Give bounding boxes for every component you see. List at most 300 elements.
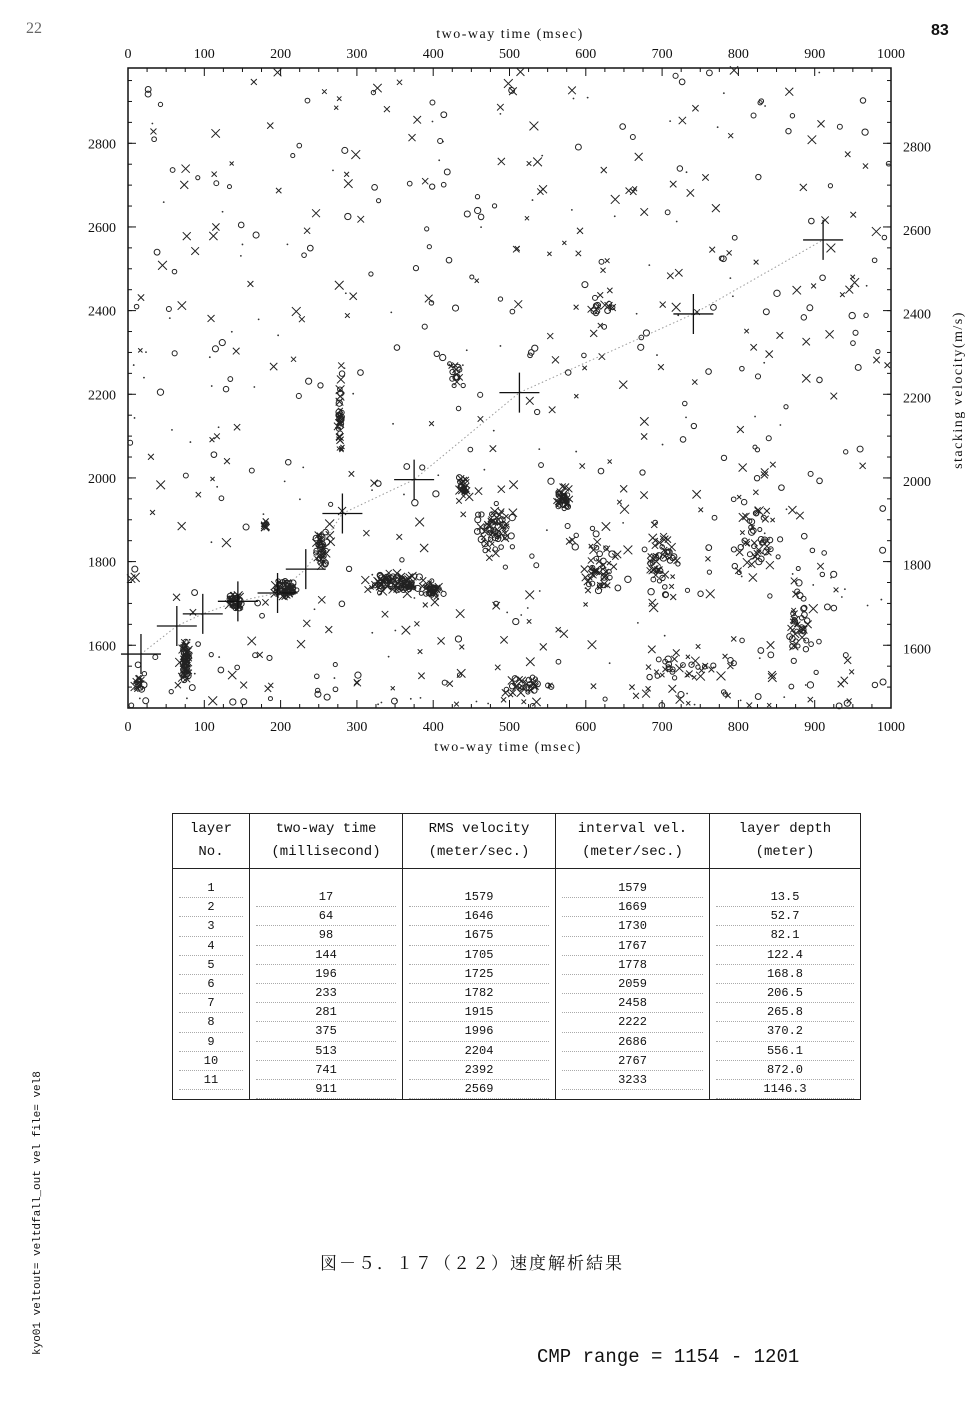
pick-cross (766, 350, 773, 357)
x-tick-label-bottom: 700 (651, 720, 673, 735)
pick-cross (518, 677, 526, 685)
table-cell: 1996 (409, 1022, 549, 1041)
pick-circle (776, 555, 780, 559)
pick-cross (532, 698, 540, 706)
pick-dot (334, 677, 336, 679)
table-cell: 4 (179, 937, 243, 956)
pick-cross (676, 695, 684, 703)
pick-cross (744, 329, 748, 333)
pick-cross (808, 135, 817, 144)
pick-circle (425, 227, 429, 231)
x-tick-label-top: 900 (804, 47, 826, 62)
pick-circle (849, 312, 855, 318)
pick-cross (350, 293, 357, 300)
table-cell: 196 (256, 965, 396, 984)
pick-circle (509, 514, 515, 520)
pick-circle (296, 393, 301, 398)
pick-cross (691, 657, 699, 665)
pick-cross (391, 686, 395, 690)
pick-dot (723, 92, 725, 94)
pick-dot (390, 311, 392, 313)
pick-cross (526, 657, 535, 666)
pick-circle (801, 315, 806, 320)
pick-circle (599, 259, 604, 264)
pick-dot (520, 614, 522, 616)
pick-circle (286, 459, 292, 465)
pick-dot (240, 255, 242, 257)
pick-cross (739, 464, 747, 472)
pick-circle (796, 567, 800, 571)
pick-cross (514, 300, 522, 308)
pick-circle (510, 309, 515, 314)
pick-cross (660, 673, 664, 677)
pick-circle (655, 674, 660, 679)
pick-cross (671, 575, 675, 579)
pick-cross (178, 522, 186, 530)
y-tick-label-left: 2800 (88, 137, 116, 153)
pick-cross (767, 703, 771, 707)
pick-circle (671, 554, 677, 560)
pick-cross (863, 163, 868, 168)
pick-dot (880, 599, 882, 601)
pick-cross (552, 356, 559, 363)
pick-dot (664, 635, 666, 637)
pick-circle (882, 235, 887, 240)
pick-circle (804, 618, 810, 624)
pick-circle (498, 297, 502, 301)
pick-cross (297, 640, 305, 648)
pick-circle (464, 211, 470, 217)
pick-cross (611, 195, 620, 204)
pick-cross (447, 681, 453, 687)
pick-dot (483, 469, 485, 471)
pick-circle (820, 275, 826, 281)
pick-dot (189, 639, 191, 641)
pick-cross (675, 664, 683, 672)
page-number-left: 22 (26, 20, 42, 37)
pick-dot (211, 541, 213, 543)
table-cell: 375 (256, 1022, 396, 1041)
table-cell: 3233 (562, 1071, 703, 1090)
pick-circle (166, 307, 171, 312)
pick-circle (615, 585, 621, 591)
pick-dot (377, 703, 379, 705)
pick-cross (630, 188, 636, 194)
pick-circle (157, 389, 163, 395)
pick-cross (429, 421, 434, 426)
header-layer: layer No. (173, 814, 250, 869)
table-cell: 2204 (409, 1042, 549, 1061)
cmp-range: CMP range = 1154 - 1201 (537, 1346, 800, 1368)
pick-cross (665, 537, 671, 543)
header-depth: layer depth (meter) (710, 814, 861, 869)
pick-cross (750, 344, 756, 350)
pick-cross (526, 397, 534, 405)
pick-cross (150, 128, 156, 134)
pick-circle (809, 642, 814, 647)
x-tick-label-bottom: 400 (422, 720, 444, 735)
pick-circle (333, 663, 337, 667)
pick-cross (276, 188, 281, 193)
velocity-picks (121, 220, 843, 674)
pick-circle (593, 295, 598, 300)
pick-cross (669, 584, 674, 589)
pick-dot (686, 171, 688, 173)
table-cell: 1778 (562, 956, 703, 975)
pick-cross (788, 506, 796, 514)
pick-circle (475, 195, 479, 199)
pick-circle (779, 485, 785, 491)
pick-circle (857, 446, 863, 452)
table-cell: 1579 (409, 888, 549, 907)
pick-circle (831, 605, 837, 611)
pick-dot (539, 590, 541, 592)
table-cell: 1782 (409, 984, 549, 1003)
pick-dot (763, 362, 765, 364)
pick-cross (672, 303, 681, 312)
velocity-pick-marker (121, 634, 161, 674)
pick-dot (741, 576, 743, 578)
pick-circle (683, 401, 688, 406)
background-marks (127, 66, 891, 709)
pick-dot (194, 673, 196, 675)
table-cell: 265.8 (716, 1003, 854, 1022)
table-cell: 82.1 (716, 926, 854, 945)
pick-circle (129, 703, 134, 708)
pick-circle (468, 447, 473, 452)
pick-circle (446, 257, 452, 263)
pick-circle (169, 690, 173, 694)
pick-cross (685, 673, 690, 678)
pick-cross (582, 574, 590, 582)
pick-dot (867, 605, 869, 607)
pick-circle (499, 545, 504, 550)
pick-circle (778, 537, 783, 542)
pick-circle (663, 592, 668, 597)
pick-circle (786, 128, 791, 133)
pick-dot (133, 364, 135, 366)
table-cell: 2686 (562, 1033, 703, 1052)
pick-circle (801, 596, 806, 601)
pick-dot (151, 123, 153, 125)
pick-dot (487, 703, 489, 705)
pick-circle (648, 589, 654, 595)
pick-circle (802, 612, 808, 618)
pick-circle (706, 70, 712, 76)
pick-circle (797, 592, 803, 598)
table-cell: 1730 (562, 917, 703, 936)
pick-cross (402, 626, 411, 635)
pick-cross (850, 212, 856, 218)
pick-circle (706, 369, 712, 375)
pick-cross (670, 181, 676, 187)
pick-cross (478, 416, 484, 422)
pick-cross (354, 680, 359, 685)
pick-cross (594, 538, 601, 545)
pick-dot (587, 97, 589, 99)
pick-cross (574, 305, 579, 310)
pick-circle (530, 554, 534, 558)
pick-cross (692, 105, 698, 111)
pick-cross (522, 699, 527, 704)
pick-circle (183, 473, 188, 478)
pick-dot (218, 656, 220, 658)
pick-circle (864, 313, 868, 317)
pick-circle (342, 147, 348, 153)
pick-cross (590, 330, 597, 337)
table-cell: 911 (256, 1080, 396, 1099)
pick-circle (228, 377, 233, 382)
pick-dot (706, 549, 708, 551)
pick-dot (732, 295, 734, 297)
pick-circle (196, 642, 201, 647)
pick-cross (497, 104, 504, 111)
pick-dot (345, 292, 347, 294)
pick-cross (727, 663, 733, 669)
y-axis-right-label: stacking velocity(m/s) (951, 311, 966, 469)
pick-cross (304, 228, 310, 234)
pick-dot (371, 489, 373, 491)
pick-dot (314, 608, 316, 610)
pick-cross (454, 702, 459, 707)
x-tick-label-top: 0 (124, 47, 132, 62)
pick-circle (594, 545, 599, 550)
velocity-pick-marker (218, 581, 258, 621)
pick-cross (303, 620, 310, 627)
pick-circle (643, 330, 649, 336)
pick-cross (737, 495, 741, 499)
side-file-label: kyo01 veltout= veltdfall_out vel file= vel8 (32, 1071, 44, 1355)
pick-circle (172, 269, 177, 274)
pick-dot (394, 630, 396, 632)
pick-cross (183, 232, 191, 240)
pick-dot (171, 429, 173, 431)
pick-dot (685, 416, 687, 418)
pick-dot (614, 215, 616, 217)
pick-circle (707, 570, 711, 574)
pick-circle (291, 154, 295, 158)
pick-cross (498, 158, 505, 165)
pick-circle (572, 544, 578, 550)
pick-dot (812, 584, 814, 586)
pick-circle (444, 169, 450, 175)
pick-cross (742, 513, 749, 520)
pick-cross (709, 247, 715, 253)
pick-circle (754, 475, 759, 480)
velocity-pick-marker (394, 460, 434, 500)
y-tick-label-left: 2600 (88, 220, 116, 236)
pick-cross (560, 630, 568, 638)
pick-circle (673, 73, 678, 78)
pick-circle (253, 232, 259, 238)
pick-cross (667, 273, 673, 279)
pick-dot (546, 529, 548, 531)
pick-circle (430, 100, 435, 105)
pick-dot (253, 386, 255, 388)
pick-cross (845, 152, 850, 157)
y-tick-label-left: 2400 (88, 304, 116, 320)
pick-cross (576, 251, 581, 256)
pick-circle (494, 501, 498, 505)
pick-dot (371, 574, 373, 576)
pick-dot (764, 532, 766, 534)
pick-circle (154, 249, 160, 255)
pick-cross (845, 286, 853, 294)
pick-circle (452, 305, 458, 311)
pick-cross (640, 417, 648, 425)
pick-cross (849, 669, 854, 674)
pick-cross (312, 209, 320, 217)
pick-cross (811, 284, 816, 289)
pick-cross (749, 573, 757, 581)
table-cell: 98 (256, 926, 396, 945)
pick-circle (249, 468, 254, 473)
x-tick-label-top: 1000 (877, 47, 905, 62)
velocity-pick-marker (157, 606, 197, 646)
pick-circle (219, 496, 224, 501)
column-depth (710, 869, 861, 1100)
pick-cross (337, 376, 345, 384)
pick-cross (834, 587, 839, 592)
pick-dot (500, 345, 502, 347)
pick-dot (759, 657, 761, 659)
pick-cross (196, 492, 201, 497)
pick-circle (630, 135, 635, 140)
pick-cross (696, 644, 701, 649)
table-cell: 1675 (409, 926, 549, 945)
pick-cross (420, 577, 426, 583)
pick-dot (287, 243, 289, 245)
table-cell: 281 (256, 1003, 396, 1022)
header-interval: interval vel. (meter/sec.) (556, 814, 710, 869)
pick-circle (427, 245, 431, 249)
y-tick-label-right: 2400 (903, 307, 931, 323)
pick-circle (209, 653, 213, 657)
y-tick-label-right: 2600 (903, 223, 931, 239)
pick-cross (629, 684, 634, 689)
x-tick-label-top: 500 (499, 47, 520, 62)
pick-circle (440, 354, 446, 360)
pick-circle (860, 98, 865, 103)
pick-cross (764, 508, 770, 514)
pick-cross (175, 682, 181, 688)
pick-circle (740, 638, 745, 643)
pick-dot (186, 697, 188, 699)
pick-circle (801, 533, 807, 539)
pick-circle (820, 572, 824, 576)
table-cell: 13.5 (716, 888, 854, 907)
pick-circle (796, 644, 800, 648)
pick-circle (876, 349, 880, 353)
pick-cross (705, 556, 710, 561)
pick-cross (617, 500, 622, 505)
pick-cross (588, 557, 594, 563)
pick-cross (422, 178, 428, 184)
pick-cross (601, 167, 607, 173)
pick-circle (828, 184, 832, 188)
pick-circle (814, 670, 818, 674)
pick-cross (641, 433, 647, 439)
pick-circle (732, 235, 737, 240)
pick-cross (525, 591, 534, 600)
pick-dot (792, 573, 794, 575)
pick-cross (640, 491, 647, 498)
pick-cross (208, 696, 217, 705)
pick-dot (462, 364, 464, 366)
pick-circle (142, 671, 146, 675)
pick-circle (227, 185, 231, 189)
table-cell: 370.2 (716, 1022, 854, 1041)
pick-circle (755, 448, 759, 452)
pick-cross (623, 545, 632, 554)
pick-circle (345, 213, 351, 219)
pick-dot (669, 120, 671, 122)
pick-dot (841, 596, 843, 598)
pick-cross (173, 594, 180, 601)
x-axis-top-label: two-way time (msec) (436, 27, 584, 42)
table-cell: 5 (179, 956, 243, 975)
x-tick-label-top: 100 (193, 47, 215, 62)
table-cell: 1705 (409, 946, 549, 965)
pick-circle (698, 591, 703, 596)
pick-circle (375, 481, 381, 487)
pick-circle (807, 305, 813, 311)
pick-cross (668, 685, 676, 693)
pick-circle (809, 218, 815, 224)
pick-cross (770, 518, 774, 522)
pick-circle (441, 112, 447, 118)
pick-circle (238, 222, 244, 228)
pick-cross (597, 292, 603, 298)
pick-circle (513, 618, 519, 624)
pick-cross (415, 518, 424, 527)
x-tick-label-top: 200 (270, 47, 292, 62)
pick-dot (388, 656, 390, 658)
pick-cross (158, 261, 167, 270)
pick-circle (685, 588, 689, 592)
figure-caption: 図－５．１７（２２）速度解析結果 (320, 1254, 624, 1274)
pick-circle (192, 590, 198, 596)
pick-cross (501, 697, 506, 702)
pick-dot (805, 684, 807, 686)
x-tick-label-bottom: 0 (124, 720, 132, 735)
pick-cross (840, 292, 845, 297)
pick-cross (182, 165, 190, 173)
pick-circle (625, 576, 631, 582)
pick-circle (660, 575, 665, 580)
table-cell: 1915 (409, 1003, 549, 1022)
pick-circle (747, 552, 752, 557)
pick-circle (503, 565, 507, 569)
pick-circle (441, 591, 446, 596)
pick-circle (391, 698, 397, 704)
table-cell: 11 (179, 1071, 243, 1090)
table-cell: 1579 (562, 879, 703, 898)
pick-circle (135, 662, 141, 668)
pick-dot (717, 126, 719, 128)
pick-circle (817, 478, 823, 484)
pick-circle (741, 499, 746, 504)
pick-cross (646, 686, 651, 691)
pick-cross (423, 603, 428, 608)
pick-cross (574, 394, 578, 398)
pick-cross (580, 463, 585, 468)
table-cell: 3 (179, 917, 243, 936)
pick-circle (339, 601, 345, 607)
column-layers (173, 869, 250, 1100)
pick-circle (358, 370, 364, 376)
pick-cross (687, 189, 694, 196)
